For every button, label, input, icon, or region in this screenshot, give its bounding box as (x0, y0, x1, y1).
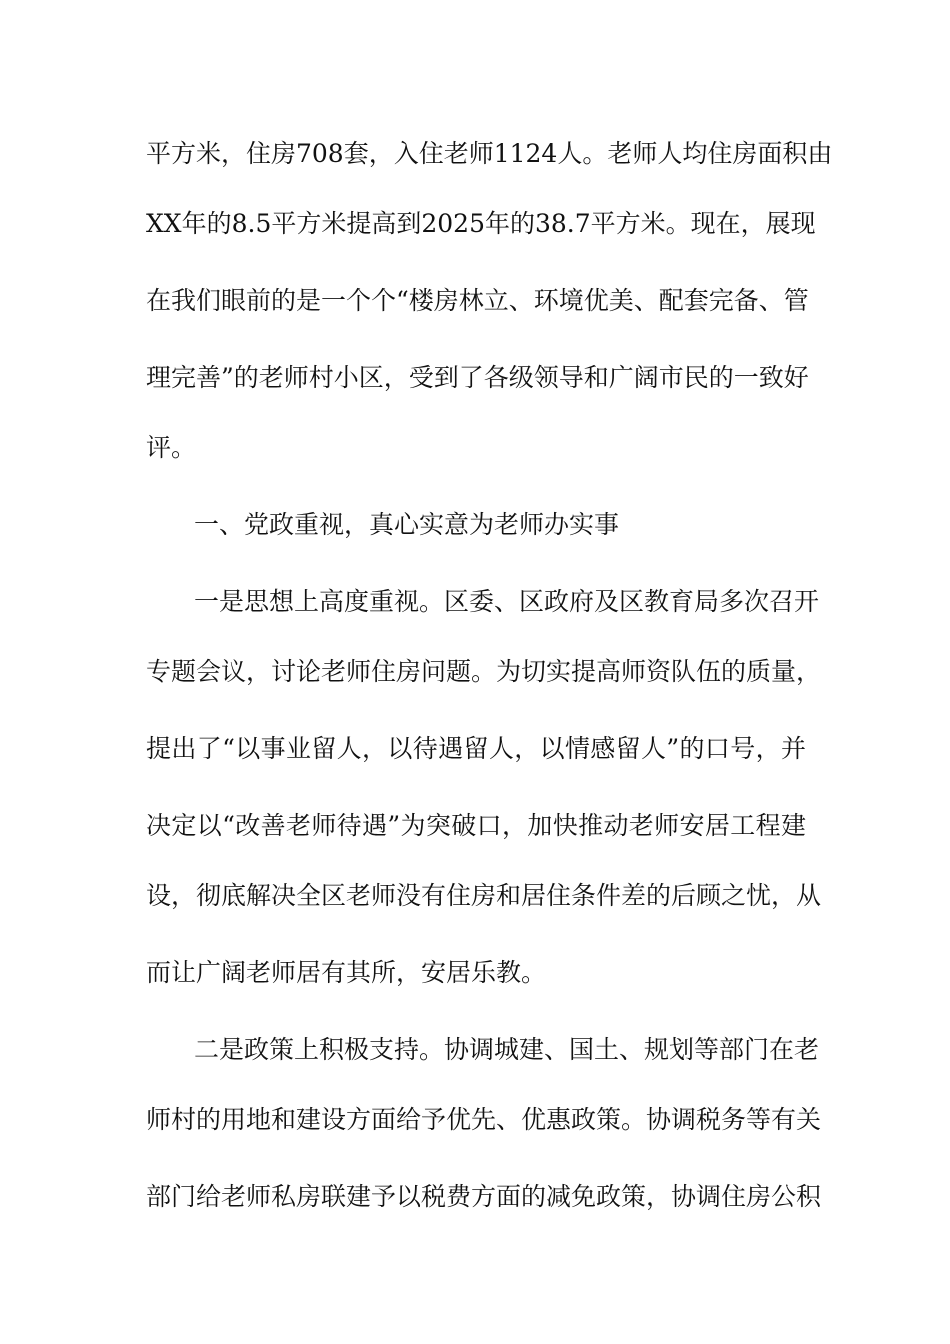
text-line-13: 二是政策上积极支持。协调城建、国土、规划等部门在老 (194, 1035, 820, 1064)
text-line-8: 专题会议，讨论老师住房问题。为切实提高师资队伍的质量， (146, 657, 822, 686)
text-line-11: 设，彻底解决全区老师没有住房和居住条件差的后顾之忧，从 (146, 881, 822, 910)
text-line-15: 部门给老师私房联建予以税费方面的减免政策，协调住房公积 (146, 1182, 822, 1211)
text-line-4: 理完善”的老师村小区，受到了各级领导和广阔市民的一致好 (146, 363, 809, 392)
text-line-10: 决定以“改善老师待遇”为突破口，加快推动老师安居工程建 (146, 811, 806, 840)
text-line-12: 而让广阔老师居有其所，安居乐教。 (146, 958, 547, 987)
text-line-3: 在我们眼前的是一个个“楼房林立、环境优美、配套完备、管 (146, 286, 809, 315)
text-line-9: 提出了“以事业留人，以待遇留人，以情感留人”的口号，并 (146, 734, 806, 763)
text-line-7: 一是思想上高度重视。区委、区政府及区教育局多次召开 (194, 587, 820, 616)
text-line-1: 平方米，住房708套，入住老师1124人。老师人均住房面积由 (146, 139, 833, 168)
text-line-2: XX年的8.5平方米提高到2025年的38.7平方米。现在，展现 (146, 209, 816, 238)
section-heading: 一、党政重视，真心实意为老师办实事 (194, 510, 620, 539)
text-line-5: 评。 (146, 433, 197, 462)
text-line-14: 师村的用地和建设方面给予优先、优惠政策。协调税务等有关 (146, 1105, 822, 1134)
